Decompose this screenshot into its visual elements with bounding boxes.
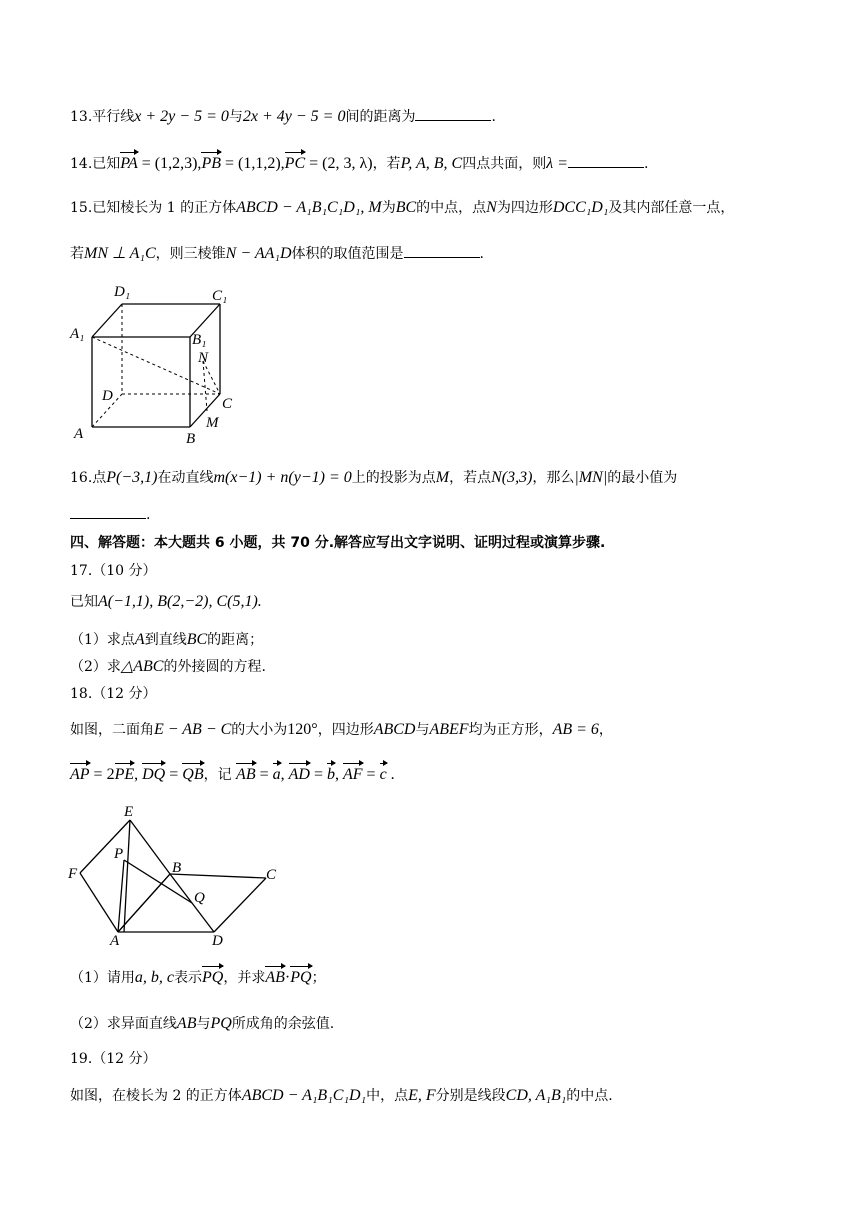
label-m: M	[206, 415, 219, 431]
text: ，若	[372, 156, 401, 172]
text: （2）求	[70, 659, 121, 675]
point-m: M	[435, 469, 450, 486]
text: .	[146, 507, 151, 523]
label-a: A	[110, 933, 120, 949]
vector-pc: PC	[284, 155, 306, 172]
length: AB = 6	[552, 721, 599, 738]
vector-pb: PB	[201, 155, 221, 172]
triangle: △ABC	[120, 658, 164, 675]
abs-mn: |MN|	[574, 469, 608, 486]
text: 间的距离为	[345, 109, 416, 125]
answer-blank[interactable]	[415, 106, 491, 121]
question-15-line-1	[70, 198, 734, 218]
vector: AP	[70, 766, 90, 783]
text: = (1,1,2),	[220, 155, 285, 172]
text: ,	[334, 766, 343, 783]
answer-blank[interactable]	[70, 504, 146, 519]
question-17-given	[70, 592, 262, 612]
text: 已知棱长为 1 的正方体	[92, 200, 237, 216]
text: （1）请用	[70, 970, 135, 986]
line: AB	[176, 1015, 197, 1032]
text: 体积的取值范围是	[291, 246, 404, 262]
label-d: D	[212, 933, 223, 949]
text: 及其内部任意一点，	[608, 200, 735, 216]
square: ABCD	[373, 721, 416, 738]
lambda: λ =	[546, 155, 568, 172]
point-n: N(3,3)	[491, 469, 533, 486]
text: 的距离；	[207, 632, 264, 648]
text: 与	[196, 1016, 211, 1032]
label-c: C	[222, 396, 233, 412]
text: 如图，在棱长为 2 的正方体	[70, 1088, 242, 1104]
label-b: B	[186, 431, 196, 447]
text: 的中点，点	[416, 200, 487, 216]
question-17-head: 17.（10 分）	[70, 563, 157, 579]
label-d1: D₁	[114, 284, 131, 300]
question-18-line-1	[70, 720, 613, 740]
text: 所成角的余弦值.	[231, 1016, 335, 1032]
question-16-blank-line	[70, 504, 150, 525]
vector: c	[379, 766, 387, 783]
text: 已知	[92, 156, 121, 172]
text: 为四边形	[496, 200, 553, 216]
text: 表示	[174, 970, 203, 986]
text: 四点共面，则	[462, 156, 547, 172]
label-n: N	[198, 350, 209, 366]
text: 在动直线	[157, 470, 214, 486]
text: 已知	[70, 594, 98, 610]
vector: AF	[342, 766, 363, 783]
text: .	[643, 156, 649, 172]
label-e: E	[124, 804, 134, 820]
question-18-line-2	[70, 765, 395, 785]
text: 上的投影为点	[351, 470, 436, 486]
text: = (1,2,3),	[137, 155, 202, 172]
text: 的中点.	[566, 1088, 613, 1104]
question-15-line-2	[70, 243, 484, 264]
text: ；	[311, 970, 326, 986]
question-13	[70, 106, 496, 127]
text: = 2	[89, 766, 115, 783]
text: = (2, 3, λ)	[305, 155, 373, 172]
line: PQ	[210, 1015, 232, 1032]
question-number: 13.	[70, 109, 93, 125]
pyramid: N − AA₁D	[225, 245, 292, 262]
vector: b	[326, 766, 335, 783]
text: ,	[134, 766, 143, 783]
text: =	[309, 766, 327, 783]
text: ，记	[203, 767, 237, 783]
label-q: Q	[194, 890, 205, 906]
text: =	[362, 766, 380, 783]
points: P, A, B, C	[400, 155, 463, 172]
text: （1）求点	[70, 632, 135, 648]
question-17-part-1	[70, 630, 263, 650]
text: ·	[284, 969, 291, 986]
vector: PE	[114, 766, 135, 783]
text: ，四边形	[317, 722, 374, 738]
point: N	[486, 199, 497, 216]
question-number: 14.	[70, 156, 93, 172]
point: A	[134, 631, 145, 648]
text: 的大小为	[231, 722, 288, 738]
vector: a	[272, 766, 281, 783]
text: （2）求异面直线	[70, 1016, 177, 1032]
text: 如图，二面角	[70, 722, 154, 738]
cube-name: ABCD − A₁B₁C₁D₁, M	[236, 199, 382, 216]
text: 平行线	[92, 109, 135, 125]
text: 均为正方形，	[468, 722, 553, 738]
text: .	[491, 109, 496, 125]
text: 中，点	[366, 1088, 409, 1104]
square: ABEF	[429, 721, 469, 738]
label-b: B	[172, 860, 182, 876]
question-number: 15.	[70, 200, 93, 216]
vector: AB	[265, 969, 285, 986]
angle: 120°	[287, 721, 318, 738]
condition: MN ⊥ A₁C	[84, 245, 156, 262]
answer-blank[interactable]	[568, 153, 644, 168]
vector: QB	[182, 766, 204, 783]
text: 的外接圆的方程.	[163, 659, 266, 675]
question-16	[70, 468, 677, 488]
dihedral-angle: E − AB − C	[154, 721, 232, 738]
label-p: P	[114, 846, 124, 862]
equation: 2x + 4y − 5 = 0	[242, 108, 346, 125]
vector-pa: PA	[120, 155, 138, 172]
question-18-head: 18.（12 分）	[70, 686, 157, 702]
label-c1: C₁	[212, 288, 228, 304]
dihedral-figure	[66, 800, 296, 950]
text: .	[479, 246, 484, 262]
text: ，若点	[449, 470, 492, 486]
label-a: A	[74, 426, 84, 442]
label-b1: B₁	[192, 332, 207, 348]
text: .	[386, 766, 395, 783]
text: 若	[70, 246, 84, 262]
text: ，则三棱锥	[155, 246, 226, 262]
vector: DQ	[142, 766, 166, 783]
points: A(−1,1), B(2,−2), C(5,1).	[98, 593, 262, 610]
segments: CD, A₁B₁	[505, 1087, 567, 1104]
text: 到直线	[144, 632, 187, 648]
vector: AD	[288, 766, 310, 783]
question-18-part-2	[70, 1014, 334, 1034]
label-f: F	[68, 866, 78, 882]
text: =	[165, 766, 183, 783]
vectors: a, b, c	[134, 969, 175, 986]
section-heading: 四、解答题：本大题共 6 小题，共 70 分.解答应写出文字说明、证明过程或演算步骤.	[70, 535, 606, 551]
label-a1: A₁	[70, 326, 85, 342]
text: 为	[381, 200, 396, 216]
label-d: D	[102, 388, 113, 404]
text: ，	[598, 722, 613, 738]
points: E, F	[408, 1087, 436, 1104]
equation: x + 2y − 5 = 0	[134, 108, 229, 125]
question-18-part-1	[70, 968, 326, 988]
question-number: 16.	[70, 470, 93, 486]
answer-blank[interactable]	[404, 243, 480, 258]
cube-figure	[66, 280, 246, 450]
text: 与	[228, 109, 243, 125]
question-19-line-1	[70, 1086, 613, 1106]
label-c: C	[266, 867, 277, 883]
quadrilateral: DCC₁D₁	[552, 199, 609, 216]
text: ,	[280, 766, 289, 783]
question-14	[70, 153, 648, 174]
point-p: P(−3,1)	[106, 469, 158, 486]
text: 的最小值为	[607, 470, 678, 486]
text: =	[255, 766, 273, 783]
text: 分别是线段	[435, 1088, 506, 1104]
line: BC	[186, 631, 208, 648]
question-19-head: 19.（12 分）	[70, 1051, 157, 1067]
text: 点	[92, 470, 107, 486]
vector: PQ	[202, 969, 224, 986]
line-equation: m(x−1) + n(y−1) = 0	[213, 469, 352, 486]
cube-name: ABCD − A₁B₁C₁D₁	[241, 1087, 367, 1104]
text: 与	[415, 722, 430, 738]
text: ，那么	[532, 470, 575, 486]
vector: PQ	[290, 969, 312, 986]
segment: BC	[395, 199, 417, 216]
vector: AB	[236, 766, 256, 783]
question-17-part-2	[70, 657, 266, 677]
text: ，并求	[223, 970, 266, 986]
